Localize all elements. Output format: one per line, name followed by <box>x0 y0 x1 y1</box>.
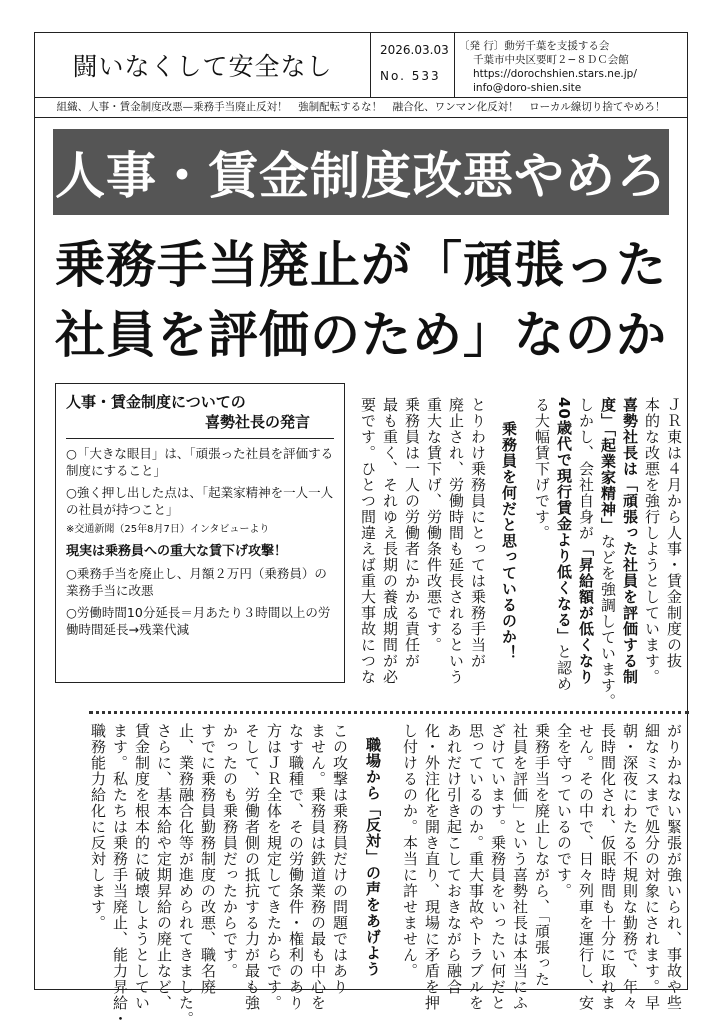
banner-headline: 人事・賃金制度改悪やめろ <box>53 129 669 215</box>
section-heading: 職場から「反対」の声をあげよう <box>364 737 382 977</box>
body-line: 職務能力給化に反対します。 <box>89 723 107 931</box>
body-line: 要です。ひとつ間違えば重大事故につな <box>359 397 377 685</box>
body-line: なす職種で、その労働条件・権利のあり <box>287 723 305 1011</box>
quote-item: ○「大きな眼目」は、「頑張った社員を評価する制度にすること」 <box>66 446 334 478</box>
source-note: ※交通新聞（25年8月7日）インタビューより <box>66 524 270 535</box>
publisher-email: info@doro-shien.site <box>473 82 582 94</box>
body-line: あれだけ引き起こしておきながら融合 <box>445 723 463 995</box>
newsletter-title: 闘いなくして安全なし <box>35 33 371 97</box>
body-line <box>619 397 640 685</box>
body-line: せん。その中で、日々列車を運行し、安 <box>577 723 595 1011</box>
body-line: 化・外注化を開き直り、現場に矛盾を押 <box>423 723 441 1011</box>
body-line: 重大な賃下げ、労働条件改悪です。 <box>425 397 443 653</box>
body-line: 本的な改悪を強行しようとしています。 <box>643 397 661 685</box>
point-item: ○乗務手当を廃止し、月額２万円（乗務員）の業務手当に改悪 <box>66 566 327 598</box>
body-line: ます。私たちは乗務手当廃止、能力昇給・ <box>111 723 129 1027</box>
president-quote-box <box>55 383 345 683</box>
body-line: 細なミスまで処分の対象にされます。早 <box>643 723 661 1011</box>
body-line: し付けるのか。本当に許せません。 <box>401 723 419 979</box>
body-line: る大幅賃下げです。 <box>533 397 551 541</box>
body-line: 乗務員は一人の労働者にかかる責任が <box>403 397 421 669</box>
body-line: すでに乗務員勤務制度の改悪、職名廃 <box>199 723 217 995</box>
issue-number: No. 533 <box>380 69 441 83</box>
emphasis-text: 度」「起業家精神」 <box>599 397 617 534</box>
slogan-strip: 組織、人事・賃金制度改悪—乗務手当廃止反対！ 強制配転するな！ 融合化、ワンマン化反対！ ローカル線切り捨てやめろ！ <box>35 97 687 118</box>
body-line: そして、労働者側の抵抗する力が最も強 <box>243 723 261 1011</box>
body-line: 朝・深夜にわたる不規則な勤務で、年々 <box>621 723 639 1011</box>
quote-item: ○強く押し出した点は、「起業家精神を一人一人の社員が持つこと」 <box>66 485 334 517</box>
publisher-info <box>459 39 637 95</box>
quote-box-subhead: 現実は乗務員への重大な賃下げ攻撃！ <box>66 544 288 559</box>
newsletter-page <box>34 32 688 1027</box>
publisher-name: 〔発 行〕動労千葉を支援する会 <box>459 40 610 52</box>
publisher-address: 千葉市中央区要町２−８ＤＣ会館 <box>473 54 629 66</box>
section-divider <box>89 711 689 714</box>
body-line: かったのも乗務員だったからです。 <box>221 723 239 979</box>
body-line: さらに、基本給や定期昇給の廃止など、 <box>155 723 173 1011</box>
quote-box-title: 人事・賃金制度についての <box>66 393 246 411</box>
body-line: 度」「起業家精神」などを強調しています。 <box>599 397 617 710</box>
body-line: がりかねない緊張が強いられ、事故や些 <box>665 723 683 1011</box>
body-line: 長時間化され、仮眠時間も十分に取れま <box>599 723 617 1011</box>
publisher-url: https://dorochshien.stars.ne.jp/ <box>473 68 637 80</box>
emphasis-text: 40歳代で現行賃金より低くなる」 <box>555 397 573 644</box>
body-line: 全を守っているのです。 <box>555 723 573 899</box>
body-line: 賃金制度を根本的に破壊しようとしてい <box>133 723 151 1011</box>
issue-box <box>370 33 455 97</box>
body-line: ません。乗務員は鉄道業務の最も中心を <box>309 723 327 1011</box>
body-line: 乗務手当を廃止しながら、「頑張った <box>533 723 551 988</box>
body-line: 止、業務融合化等が進められてきました。 <box>177 723 195 1027</box>
body-line: ざけています。乗務員をいったい何だと <box>489 723 507 1011</box>
body-line: 40歳代で現行賃金より低くなる」と認め <box>555 397 573 692</box>
masthead <box>35 33 687 98</box>
headline-line-1: 乗務手当廃止が「頑張った <box>55 236 667 294</box>
headline-line-2: 社員を評価のため」なのか <box>55 306 667 364</box>
body-line: ＪＲ東は４月から人事・賃金制度の抜 <box>665 397 683 669</box>
emphasis-text: 喜勢社長は「頑張った社員を評価する制 <box>621 397 639 685</box>
body-line: とりわけ乗務員にとっては乗務手当が <box>469 397 487 669</box>
body-line: 社員を評価」という喜勢社長は本当にふ <box>511 723 529 1011</box>
body-line: 廃止され、労働時間も延長されるという <box>447 397 465 685</box>
section-heading: 乗務員を何だと思っているのか！ <box>500 421 518 661</box>
body-line: 思っているのか。重大事故やトラブルを <box>467 723 485 1011</box>
quote-box-rule <box>66 438 334 439</box>
body-line: しかし、会社自身が「昇給額が低くなり <box>577 397 595 685</box>
quote-box-title-2: 喜勢社長の発言 <box>204 413 310 431</box>
body-line: この攻撃は乗務員だけの問題ではあり <box>331 723 349 995</box>
point-item: ○労働時間10分延長＝月あたり３時間以上の労働時間延長→残業代減 <box>66 605 331 637</box>
body-line: 方はＪＲ全体を規定してきたからです。 <box>265 723 283 1011</box>
issue-date: 2026.03.03 <box>380 43 449 57</box>
emphasis-text: 「昇給額が低くなり <box>577 541 595 685</box>
body-line: 最も重く、それゆえ長期の養成期間が必 <box>381 397 399 685</box>
